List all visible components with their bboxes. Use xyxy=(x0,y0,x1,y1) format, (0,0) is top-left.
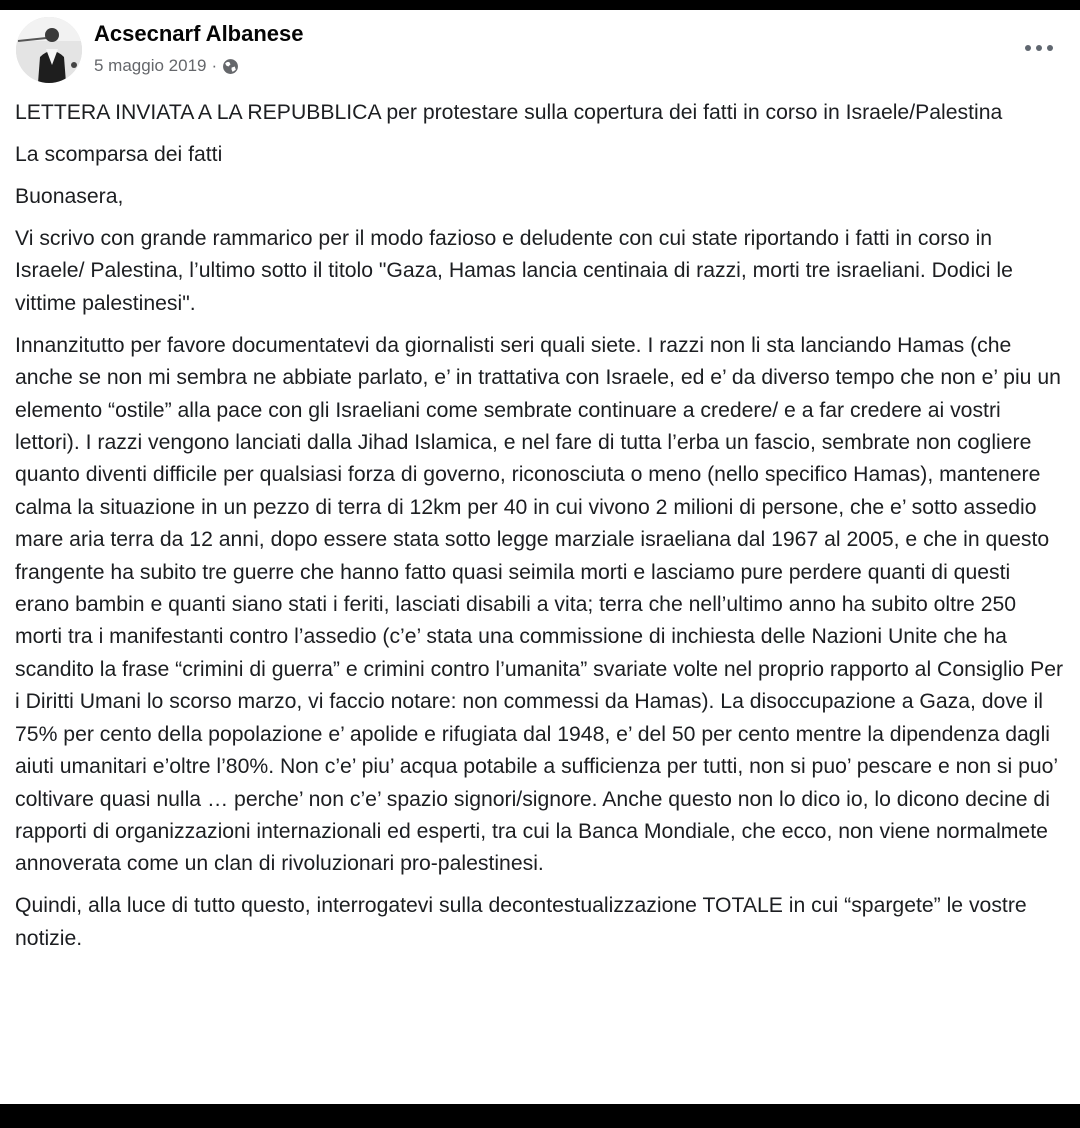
avatar-image xyxy=(16,17,82,83)
post-paragraph: Innanzitutto per favore documentatevi da giornalisti seri quali siete. I razzi non li sta lanciando Hamas (che anche se non mi sembra ne abbiate parlato, e’ in trattativa con Israele, ed e’ da diverso tempo che non e’ piu un elemento “ostile” alla pace con gli Israeliani come sembrate continuare a credere/ e a far credere ai vostri lettori). I razzi vengono lanciati dalla Jihad Islamica, e nel fare di tutta l’erba un fascio, sembrate non cogliere quanto diventi difficile per qualsiasi forza di governo, riconosciuta o meno (nello specifico Hamas), mantenere calma la situazione in un pezzo di terra di 12km per 40 in cui vivono 2 milioni di persone, che e’ sotto assedio mare aria terra da 12 anni, dopo essere stata sotto legge marziale israeliana dal 1967 al 2005, e che in questo frangente ha subito tre guerre che hanno fatto quasi seimila morti e lasciamo pure perdere quanti di questi erano bambin e quanti siano stati i feriti, lasciati disabili a vita; terra che nell’ultimo anno ha subito oltre 250 morti tra i manifestanti contro l’assedio (c’e’ stata una commissione di inchiesta delle Nazioni Unite che ha scandito la frase “crimini di guerra” e crimini contro l’umanita” svariate volte nel proprio rapporto al Consiglio Per i Diritti Umani lo scorso marzo, vi faccio notare: non commessi da Hamas). La disoccupazione a Gaza, dove il 75% per cento della popolazione e’ apolide e rifugiata dal 1948, e’ del 50 per cento mentre la dipendenza dagli aiuti umanitari e’oltre l’80%. Non c’e’ piu’ acqua potabile a sufficienza per tutti, non si puo’ pescare e non si puo’ coltivare quasi nulla … perche’ non c’e’ spazio signori/signore. Anche questo non lo dico io, lo dicono decine di rapporti di organizzazioni internazionali ed esperti, tra cui la Banca Mondiale, che ecco, non viene normalmete annoverata come un clan di rivoluzionari pro-palestinesi. xyxy=(15,333,1064,876)
post-header xyxy=(0,10,1080,96)
meta-separator: · xyxy=(211,56,218,75)
post-paragraph: La scomparsa dei fatti xyxy=(15,143,223,166)
post-meta xyxy=(94,56,239,76)
avatar[interactable] xyxy=(16,17,82,83)
post-paragraph: Quindi, alla luce di tutto questo, interrogatevi sulla decontestualizzazione TOTALE in cui “spargete” le vostre notizie. xyxy=(15,894,1027,950)
post-paragraph: Vi scrivo con grande rammarico per il modo fazioso e deludente con cui state riportando i fatti in corso in Israele/ Palestina, l’ultimo sotto il titolo "Gaza, Hamas lancia centinaia di razzi, morti tre israeliani. Dodici le vittime palestinesi". xyxy=(15,227,1013,315)
more-options-button[interactable] xyxy=(1020,34,1058,62)
globe-icon[interactable] xyxy=(222,58,239,75)
post-paragraph: Buonasera, xyxy=(15,185,124,208)
post-date[interactable]: 5 maggio 2019 xyxy=(94,56,207,75)
more-horizontal-icon xyxy=(1024,44,1054,52)
author-name[interactable]: Acsecnarf Albanese xyxy=(94,21,304,46)
post-paragraph: LETTERA INVIATA A LA REPUBBLICA per protestare sulla copertura dei fatti in corso in Israele/Palestina xyxy=(15,101,1003,124)
facebook-post xyxy=(0,10,1080,1104)
post-body xyxy=(15,97,1065,965)
